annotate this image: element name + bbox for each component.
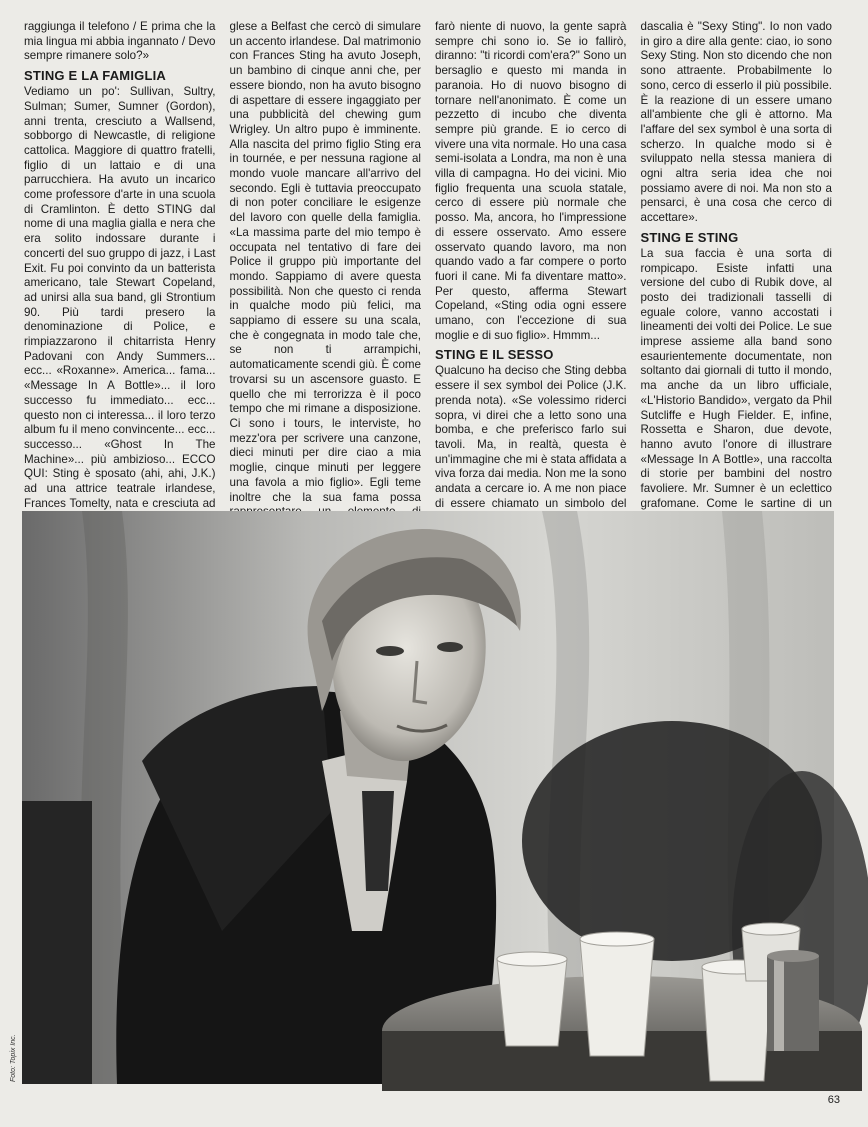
paragraph: raggiunga il telefono / E prima che la mia lingua mi abbia ingannato / Devo sempre rimanere solo?» <box>24 20 216 63</box>
article-column-4 <box>641 20 833 508</box>
section-heading: STING E IL SESSO <box>435 347 554 363</box>
photo-illustration <box>22 511 834 1084</box>
photo-credit: Foto: Topix Inc. <box>10 1034 17 1082</box>
article-column-3 <box>435 20 627 508</box>
paragraph: Qualcuno ha deciso che Sting debba essere il sex symbol dei Police (J.K. prenda nota). «Se volessimo riderci sopra, vi direi che a letto sono una bomba, e che preferisco farlo sui tavoli. Ma, in realtà, questa è un'immagine che mi è stata affidata a viva forza dai media. Non me la sono andata a cercare io. A me non piace di essere chiamato un simbolo del <box>435 364 627 510</box>
paragraph: dascalia è "Sexy Sting". Io non vado in giro a dire alla gente: ciao, io sono Sexy Sting. Non sto dicendo che non sono attraente. Probabilmente lo sono, cerco di esserlo il più possibile. È la reazione di un essere umano all'ambiente che gli è attorno. Ma l'affare del sex symbol è una sorta di scherzo. In qualche modo si è sviluppato nella stessa maniera di ogni altra seria idea che noi possiamo avere di noi. Ma non sto a pensarci, è una cosa che cerco di accettare». <box>640 20 832 225</box>
article-column-2 <box>230 20 422 508</box>
page-number: 63 <box>827 1094 840 1106</box>
article-columns <box>24 20 832 508</box>
section-heading: STING E STING <box>640 229 739 245</box>
paragraph: farò niente di nuovo, la gente saprà sempre chi sono io. Se io fallirò, diranno: "ti ricordi com'era?" Sono un bersaglio e questo mi manda in paranoia. Ho di nuovo bisogno di tornare nell'anonimato. È come un pezzetto di incubo che diventa sempre più grande. E io cerco di vivere una vita normale. Ho una casa semi-isolata a Londra, ma non è una villa di campagna. Ho dei vicini. Mio figlio frequenta una scuola statale, cerco di essere più normale che posso. Ma, ancora, ho l'impressione di essere osservato. Amo essere osservato quando lavoro, ma non quando vado a far compere o porto fuori il cane. Mi fa diventare matto». Per questo, afferma Stewart Copeland, «Sting odia ogni essere umano, con l'eccezione di sua moglie e di suo figlio». Hmmm... <box>435 20 627 342</box>
paragraph: glese a Belfast che cercò di simulare un accento irlandese. Dal matrimonio con Frances Sting ha avuto Joseph, un bambino di cinque anni che, per essere biondo, non ha avuto bisogno di aspettare di essere ingaggiato per una pubblicità del chewing gum Wrigley. Un altro pupo è imminente. Alla nascita del primo figlio Sting era in tournée, e per nessuna ragione al mondo vuole mancare all'arrivo del secondo. Egli è tuttavia preoccupato di non poter conciliare le esigenze del lavoro con quelle della famiglia. «La massima parte del mio tempo è occupata nel tentativo di fare dei Police il gruppo più importante del mondo. Sappiamo di avere questa possibilità. Non che questo ci renda in qualche modo più felici, ma sappiamo di essere su una scala, che è congegnata in modo tale che, se non ti arrampichi, automaticamente scendi giù. È come trovarsi su un ascensore guasto. E quello che mi terrorizza è il poco tempo che mi rimane a disposizione. Ci sono i tours, le interviste, ho mezz'ora per scrivere una canzone, dieci minuti per dire ciao a mia moglie, cinque minuti per leggere una favola a mio figlio». Egli teme inoltre che la sua fama possa <box>229 20 421 504</box>
paragraph: Vediamo un po': Sullivan, Sultry, Sulman; Sumer, Sumner (Gordon), anni trenta, cresciuto a Wallsend, sobborgo di Newcastle, di religione cattolica. Maggiore di quattro fratelli, figlio di un lattaio e di una parrucchiera. Ha avuto un incarico come professore d'arte in una scuola di Cramlinton. È detto STING dal nome di una maglia gialla e nera che era solito indossare durante i concerti del suo gruppo di jazz, i Last Exit. Fu poi convinto da un batterista americano, tale Stewart Copeland, ad unirsi alla sua band, gli Strontium 90. Più tardi presero la denominazione di Police, e rimpiazzarono il chitarrista Henry Padovani con Andy Summers... ecc... «Roxanne». America... fama... «Message In A Bottle»... il loro successo fu immediato... ecc... questo non ci interessa... il loro terzo album fu il meno convincente... ecc... successo... «Ghost In The Machine»... più ambizioso... ECCO QUI: Sting è sposato (ahi, ahi, J.K.) ad una attrice teatrale irlandese, Frances Tomelty, nata e cresciuta ad <box>24 85 216 510</box>
sting-portrait-photo <box>22 511 834 1084</box>
article-column-1 <box>24 20 216 508</box>
paragraph: La sua faccia è una sorta di rompicapo. Esiste infatti una versione del cubo di Rubik dove, al posto dei tradizionali tasselli di eguale colore, vanno accostati i lineamenti dei volti dei Police. Le sue imprese assieme alla band sono esaurientemente documentate, non soltanto dai giornali di tutto il mondo, ma anche da un libro ufficiale, «L'Historio Bandido», vergato da Phil Sutcliffe e Hugh Fielder. E, infine, Rossetta e Sharon, due devote, hanno avuto l'onore di illustrare «Message In A Bottle», una raccolta di storie per bambini del nostro favoliere. Mr. Sumner è un eclettico grafomane. Come le sartine di un <box>640 246 832 510</box>
section-heading: STING E LA FAMIGLIA <box>24 68 166 84</box>
